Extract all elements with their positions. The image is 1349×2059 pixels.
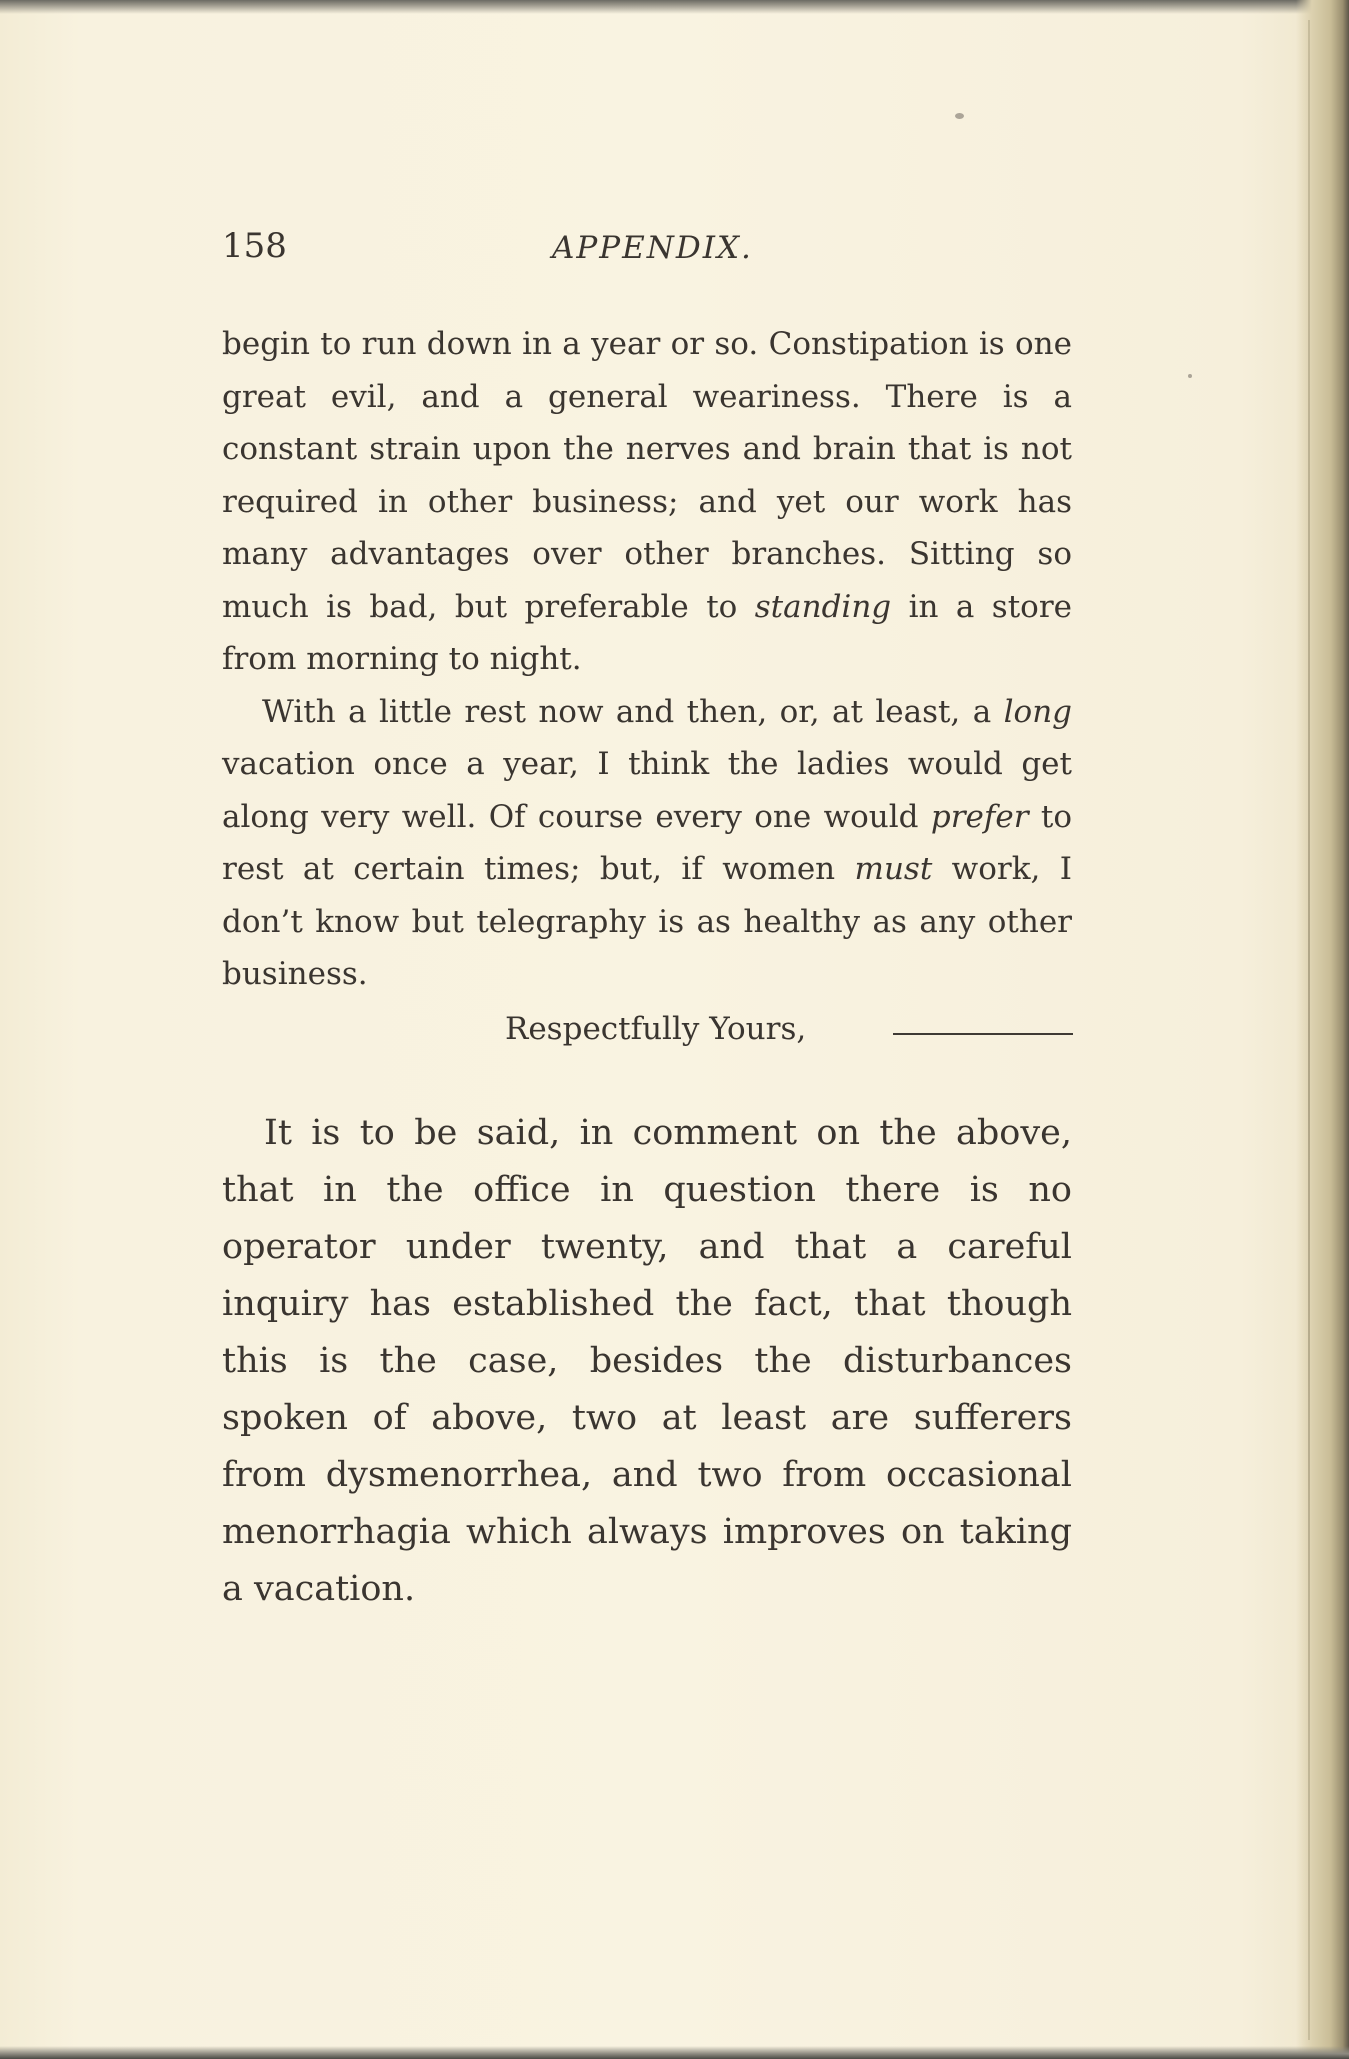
page-number: 158: [222, 226, 287, 266]
letter-paragraph-1: [222, 318, 1072, 686]
text-run: to rest at certain times; but, if women: [222, 798, 1072, 887]
emphasis-must: must: [854, 851, 933, 887]
paper-speck: [1188, 374, 1192, 378]
text-run: With a little rest now and then, or, at least, a: [262, 693, 1004, 730]
comment-paragraph: It is to be said, in comment on the above, that in the office in question there is no operator under twenty, and that a careful inquiry has established the fact, that though this is the case, besides the disturbances spoken of above, two at least are sufferers from dysmenorrhea, and two from occasional menorrhagia which always improves on taking a vacation.: [222, 1113, 1072, 1609]
page-header: [222, 226, 1072, 286]
letter-text: [222, 318, 1072, 1001]
paper-speck: [955, 113, 964, 119]
text-run: begin to run down in a year or so. Constipation is one great evil, and a general weariness. There is a constant strain upon the nerves and brain that is not required in other business; and yet our work has many advantages over other branches. Sitting so much is bad, but preferable to: [222, 326, 1072, 625]
text-run: in a store from morning to night.: [222, 588, 1072, 677]
page-bottom-edge: [0, 2046, 1349, 2059]
emphasis-prefer: prefer: [930, 798, 1029, 835]
letter-closing: Respectfully Yours,: [505, 1011, 807, 1047]
book-spine-shadow: [1296, 0, 1349, 2059]
text-run: vacation once a year, I think the ladies would get along very well. Of course every one would: [222, 746, 1072, 835]
page-top-edge: [0, 0, 1349, 14]
letter-paragraph-2: [222, 686, 1072, 1001]
running-head: APPENDIX.: [552, 230, 753, 266]
text-run: work, I don’t know but telegraphy is as healthy as any other business.: [222, 851, 1072, 992]
emphasis-long: long: [1003, 693, 1072, 730]
book-gutter-line: [1308, 20, 1310, 2040]
signature-line: [893, 1033, 1073, 1035]
emphasis-standing: standing: [754, 588, 892, 625]
editorial-comment: [222, 1105, 1072, 1618]
